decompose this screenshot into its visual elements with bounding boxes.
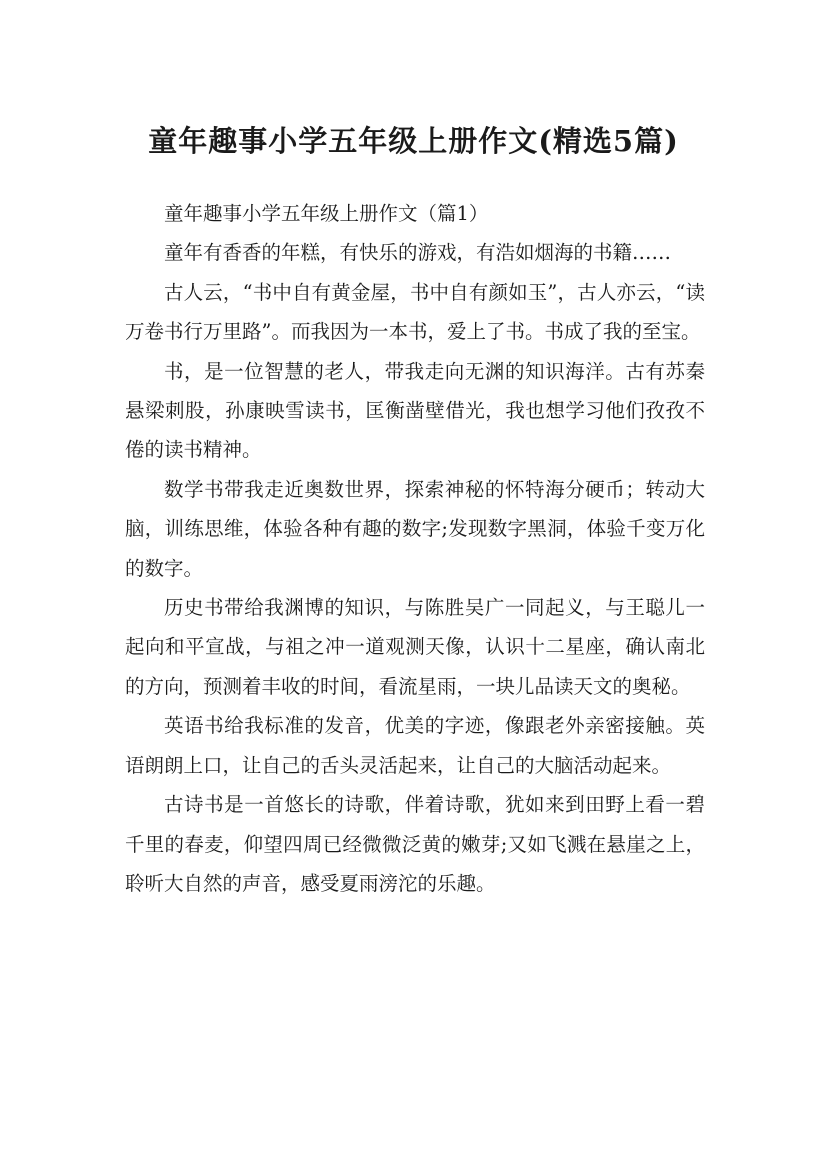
paragraph: 古诗书是一首悠长的诗歌，伴着诗歌，犹如来到田野上看一碧千里的春麦，仰望四周已经微微泛黄的嫩芽;又如飞溅在悬崖之上，聆听大自然的声音，感受夏雨滂沱的乐趣。 — [125, 793, 705, 895]
paragraph: 童年有香香的年糕，有快乐的游戏，有浩如烟海的书籍…… — [164, 241, 672, 265]
paragraph: 英语书给我标准的发音，优美的字迹，像跟老外亲密接触。英语朗朗上口，让自己的舌头灵活起来，让自己的大脑活动起来。 — [125, 714, 705, 777]
paragraph: 历史书带给我渊博的知识，与陈胜吴广一同起义，与王聪儿一起向和平宣战，与祖之冲一道观测天像，认识十二星座，确认南北的方向，预测着丰收的时间，看流星雨，一块儿品读天文的奥秘。 — [125, 596, 705, 698]
paragraph: 数学书带我走近奥数世界，探索神秘的怀特海分硬币；转动大脑，训练思维，体验各种有趣的数字;发现数字黑洞，体验千变万化的数字。 — [125, 477, 705, 580]
paragraph: 书，是一位智慧的老人，带我走向无渊的知识海洋。古有苏秦悬梁刺股，孙康映雪读书，匡衡凿壁借光，我也想学习他们孜孜不倦的读书精神。 — [125, 359, 705, 462]
document-body — [125, 194, 705, 903]
paragraph: 古人云，“书中自有黄金屋，书中自有颜如玉”，古人亦云，“读万卷书行万里路”。而我因为一本书，爱上了书。书成了我的至宝。 — [125, 280, 705, 344]
section-heading: 童年趣事小学五年级上册作文（篇1） — [164, 202, 489, 225]
document-title: 童年趣事小学五年级上册作文(精选5篇) — [148, 124, 679, 159]
